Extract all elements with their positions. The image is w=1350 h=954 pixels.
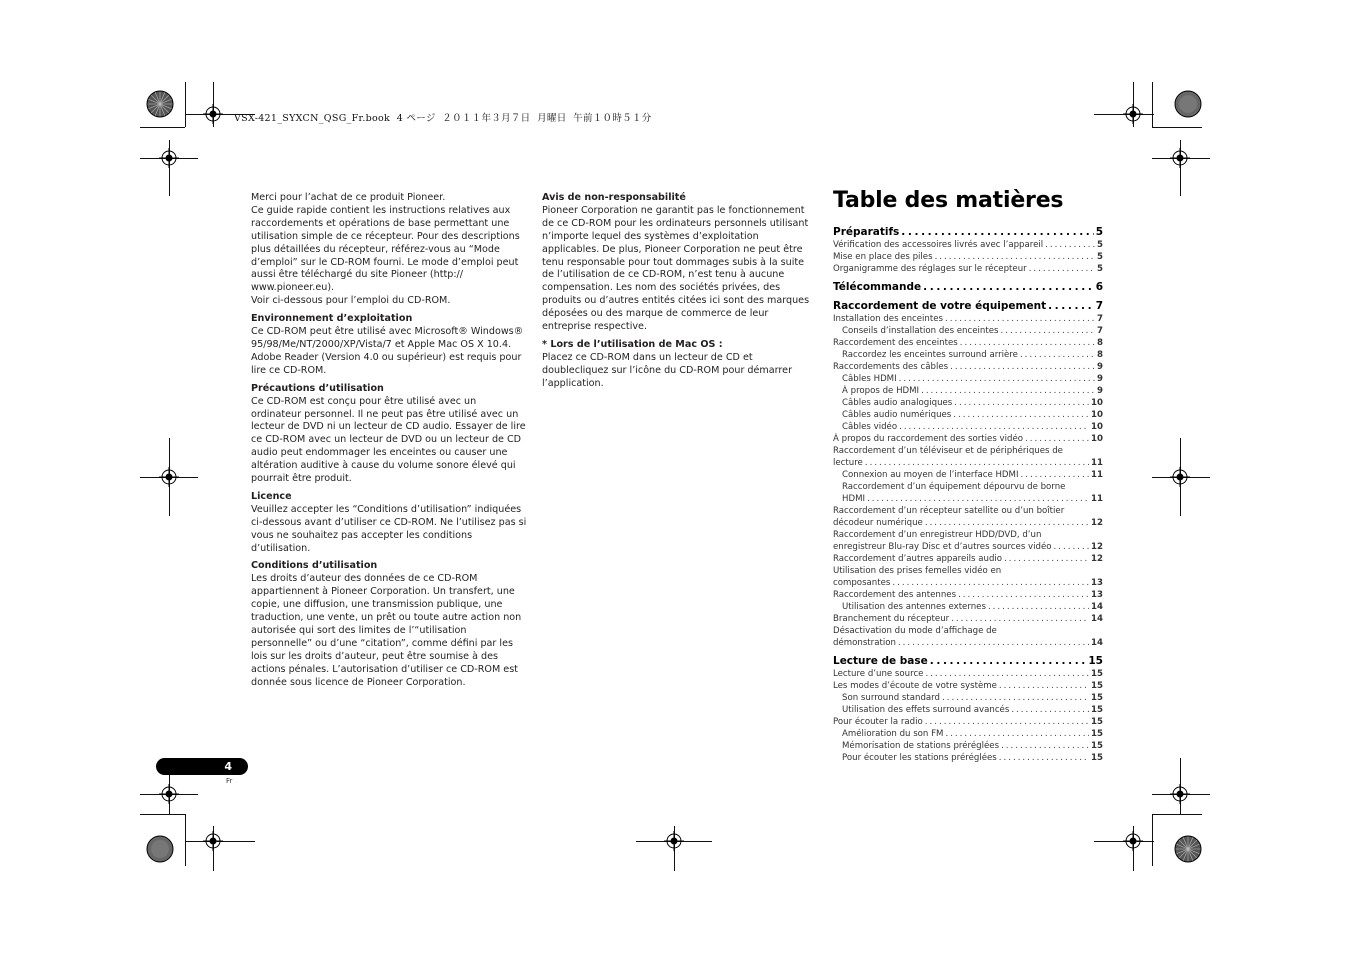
toc-entry[interactable] xyxy=(833,263,1103,275)
section-text: Veuillez accepter les “Conditions d’utilisation” indiquées ci-dessous avant d’utiliser ce CD-ROM. Ne l’utilisez pas si vous ne souhaitez pas accepter les conditions d’utilisation. xyxy=(251,503,527,554)
toc-entry[interactable] xyxy=(833,481,1103,493)
toc-leader-dots xyxy=(935,251,1095,263)
toc-leader-dots xyxy=(1020,349,1095,361)
toc-leader-dots xyxy=(865,457,1089,469)
toc-entry-title: Raccordement d’un équipement dépourvu de borne xyxy=(842,482,1066,492)
toc-entry-page: 11 xyxy=(1091,494,1103,504)
section-text: Pioneer Corporation ne garantit pas le fonctionnement de ce CD-ROM pour les ordinateurs personnels utilisant n’importe lequel des systèmes d’exploitation applicables. De plus, Pioneer Corporation ne peut être tenu responsable pour tout dommages subis à la suite de l’utilisation de ce CD-ROM, n’est tenu à aucune compensation. Les nom des sociétés privées, des produits ou d’autres entités citées ici sont des marques déposées ou des marque de commerce de leur entreprise respective. xyxy=(542,204,810,333)
toc-leader-dots xyxy=(899,373,1095,385)
toc-leader-dots xyxy=(901,226,1093,239)
registration-target-icon xyxy=(203,104,223,124)
toc-entry-title: Installation des enceintes xyxy=(833,314,943,324)
toc-entry-title: À propos de HDMI xyxy=(842,386,920,396)
toc-entry-title: Pour écouter les stations préréglées xyxy=(842,753,997,763)
toc-entry-page: 7 xyxy=(1097,314,1103,324)
registration-target-icon xyxy=(159,148,179,168)
toc-leader-dots xyxy=(953,409,1089,421)
registration-target-icon xyxy=(1123,104,1143,124)
toc-entry-page: 13 xyxy=(1091,578,1103,588)
toc-entry-title: Utilisation des prises femelles vidéo en xyxy=(833,566,1002,576)
toc-entry-title: Raccordement des antennes xyxy=(833,590,957,600)
toc-entry[interactable] xyxy=(833,313,1103,325)
toc-entry-title: Branchement du récepteur xyxy=(833,614,950,624)
toc-leader-dots xyxy=(1001,325,1096,337)
page-number: 4 xyxy=(224,760,232,773)
toc-entry-page: 15 xyxy=(1091,705,1103,715)
toc-leader-dots xyxy=(958,589,1089,601)
toc-entry-title: Organigramme des réglages sur le récepteur xyxy=(833,264,1027,274)
toc-leader-dots xyxy=(923,281,1094,294)
toc-entry[interactable] xyxy=(833,300,1103,313)
toc-entry[interactable] xyxy=(833,251,1103,263)
toc-leader-dots xyxy=(999,680,1089,692)
toc-leader-dots xyxy=(1001,740,1089,752)
registration-target-icon xyxy=(159,784,179,804)
toc-entry-title: lecture xyxy=(833,458,863,468)
toc-entry-page: 11 xyxy=(1091,470,1103,480)
toc-entry[interactable] xyxy=(833,505,1103,517)
registration-target-icon xyxy=(1170,784,1190,804)
print-rosette-icon xyxy=(146,835,174,863)
toc-entry-title: Câbles audio numériques xyxy=(842,410,952,420)
section-heading: Environnement d’exploitation xyxy=(251,313,413,325)
toc-entry-page: 15 xyxy=(1091,681,1103,691)
toc-entry[interactable] xyxy=(833,421,1103,433)
toc-entry-title: Mise en place des piles xyxy=(833,252,933,262)
toc-leader-dots xyxy=(899,421,1089,433)
toc-leader-dots xyxy=(1045,239,1095,251)
toc-entry[interactable] xyxy=(833,239,1103,251)
toc-entry[interactable] xyxy=(833,613,1103,625)
toc-entry-page: 9 xyxy=(1097,362,1103,372)
toc-entry[interactable] xyxy=(833,565,1103,577)
toc-entry-page: 6 xyxy=(1095,281,1103,293)
toc-entry-page: 12 xyxy=(1091,518,1103,528)
table-of-contents xyxy=(833,226,1103,764)
toc-entry-title: Utilisation des antennes externes xyxy=(842,602,986,612)
toc-leader-dots xyxy=(945,728,1089,740)
toc-entry-page: 7 xyxy=(1097,326,1103,336)
section-text: Adobe Reader (Version 4.0 ou supérieur) est requis pour lire ce CD-ROM. xyxy=(251,351,522,376)
toc-entry[interactable] xyxy=(833,740,1103,752)
toc-entry-page: 10 xyxy=(1091,410,1103,420)
toc-leader-dots xyxy=(1048,300,1094,313)
toc-entry[interactable] xyxy=(833,226,1103,239)
toc-entry[interactable] xyxy=(833,553,1103,565)
toc-entry-page: 15 xyxy=(1091,729,1103,739)
toc-leader-dots xyxy=(942,692,1089,704)
section-heading: Conditions d’utilisation xyxy=(251,560,378,572)
toc-entry-title: Raccordement d’un récepteur satellite ou d’un boîtier xyxy=(833,506,1065,516)
toc-entry[interactable] xyxy=(833,577,1103,589)
toc-entry-page: 10 xyxy=(1091,434,1103,444)
registration-target-icon xyxy=(1170,467,1190,487)
toc-entry-title: Préparatifs xyxy=(833,226,900,238)
registration-target-icon xyxy=(159,467,179,487)
toc-entry[interactable] xyxy=(833,325,1103,337)
toc-entry-page: 9 xyxy=(1097,374,1103,384)
toc-entry[interactable] xyxy=(833,529,1103,541)
toc-entry-title: Raccordement de votre équipement xyxy=(833,300,1047,312)
toc-entry-title: Connexion au moyen de l’interface HDMI xyxy=(842,470,1019,480)
toc-entry-page: 12 xyxy=(1091,542,1103,552)
toc-entry[interactable] xyxy=(833,385,1103,397)
toc-entry-title: Raccordement d’un téléviseur et de périphériques de xyxy=(833,446,1063,456)
print-rosette-icon xyxy=(146,90,174,118)
toc-entry-page: 15 xyxy=(1091,753,1103,763)
toc-entry-title: Lecture de base xyxy=(833,655,928,667)
print-rosette-icon xyxy=(1174,835,1202,863)
toc-entry[interactable] xyxy=(833,680,1103,692)
toc-entry-title: Son surround standard xyxy=(842,693,940,703)
toc-entry-page: 13 xyxy=(1091,590,1103,600)
disclaimer-column xyxy=(542,192,818,391)
toc-entry[interactable] xyxy=(833,692,1103,704)
toc-entry-title: composantes xyxy=(833,578,891,588)
toc-entry-title: Télécommande xyxy=(833,281,922,293)
toc-entry[interactable] xyxy=(833,433,1103,445)
toc-leader-dots xyxy=(954,397,1089,409)
toc-entry-page: 9 xyxy=(1097,386,1103,396)
section-text: Ce CD-ROM est conçu pour être utilisé avec un ordinateur personnel. Il ne peut pas être utilisé avec un lecteur de DVD ni un lecteur de CD audio. Essayer de lire ce CD-ROM avec un lecteur de DVD ou un lecteur de CD audio peut endommager les enceintes ou causer une altération auditive à cause du volume sonore élevé qui pourrait être produit. xyxy=(251,395,526,485)
toc-entry-title: décodeur numérique xyxy=(833,518,923,528)
intro-text: Voir ci-dessous pour l’emploi du CD-ROM. xyxy=(251,295,451,307)
toc-leader-dots xyxy=(1021,469,1090,481)
toc-entry[interactable] xyxy=(833,704,1103,716)
toc-entry[interactable] xyxy=(833,281,1103,294)
toc-leader-dots xyxy=(898,637,1089,649)
toc-leader-dots xyxy=(1011,704,1089,716)
toc-entry[interactable] xyxy=(833,668,1103,680)
intro-text: Merci pour l’achat de ce produit Pioneer. xyxy=(251,192,446,203)
toc-leader-dots xyxy=(925,668,1089,680)
toc-entry[interactable] xyxy=(833,716,1103,728)
print-rosette-icon xyxy=(1174,90,1202,118)
toc-entry-title: Les modes d’écoute de votre système xyxy=(833,681,997,691)
toc-leader-dots xyxy=(960,337,1095,349)
toc-entry-page: 11 xyxy=(1091,458,1103,468)
section-heading: * Lors de l’utilisation de Mac OS : xyxy=(542,338,723,350)
toc-leader-dots xyxy=(867,493,1089,505)
toc-entry-title: Lecture d’une source xyxy=(833,669,924,679)
toc-leader-dots xyxy=(950,361,1095,373)
toc-entry-title: Utilisation des effets surround avancés xyxy=(842,705,1010,715)
toc-entry-page: 5 xyxy=(1097,240,1103,250)
registration-target-icon xyxy=(664,831,684,851)
toc-entry[interactable] xyxy=(833,728,1103,740)
toc-entry[interactable] xyxy=(833,409,1103,421)
toc-entry-title: Conseils d’installation des enceintes xyxy=(842,326,999,336)
toc-entry-page: 15 xyxy=(1091,717,1103,727)
toc-entry-page: 15 xyxy=(1091,669,1103,679)
toc-entry[interactable] xyxy=(833,541,1103,553)
toc-entry-title: Raccordement d’autres appareils audio xyxy=(833,554,1003,564)
registration-target-icon xyxy=(203,831,223,851)
toc-title: Table des matières xyxy=(833,188,1064,213)
toc-entry[interactable] xyxy=(833,445,1103,457)
toc-leader-dots xyxy=(988,601,1089,613)
section-text: Placez ce CD-ROM dans un lecteur de CD et doublecliquez sur l’icône du CD-ROM pour démarrer l’application. xyxy=(542,351,793,389)
toc-leader-dots xyxy=(951,613,1089,625)
page-language: Fr xyxy=(226,777,233,785)
toc-entry[interactable] xyxy=(833,493,1103,505)
toc-entry-title: Câbles audio analogiques xyxy=(842,398,953,408)
section-text: Ce CD-ROM peut être utilisé avec Microsoft® Windows® 95/98/Me/NT/2000/XP/Vista/7 et Apple Mac OS X 10.4. xyxy=(251,326,524,350)
toc-entry[interactable] xyxy=(833,457,1103,469)
cdrom-instructions-column xyxy=(251,192,527,690)
section-heading: Avis de non-responsabilité xyxy=(542,192,686,203)
toc-entry-page: 10 xyxy=(1091,422,1103,432)
toc-entry-page: 14 xyxy=(1091,638,1103,648)
toc-entry-page: 5 xyxy=(1095,226,1103,238)
toc-entry[interactable] xyxy=(833,397,1103,409)
toc-leader-dots xyxy=(1029,263,1095,275)
print-header-stamp: VSX-421_SYXCN_QSG_Fr.book 4 ページ ２０１１年３月７日 月曜日 午前１０時５１分 xyxy=(234,113,652,124)
section-heading: Précautions d’utilisation xyxy=(251,382,384,394)
registration-target-icon xyxy=(1170,148,1190,168)
toc-entry-title: démonstration xyxy=(833,638,896,648)
toc-entry[interactable] xyxy=(833,361,1103,373)
toc-entry[interactable] xyxy=(833,373,1103,385)
toc-entry[interactable] xyxy=(833,601,1103,613)
toc-entry-title: Désactivation du mode d’affichage de xyxy=(833,626,997,636)
toc-leader-dots xyxy=(892,577,1089,589)
toc-entry[interactable] xyxy=(833,349,1103,361)
toc-leader-dots xyxy=(925,517,1089,529)
toc-entry-title: Câbles vidéo xyxy=(842,422,898,432)
toc-entry-title: Raccordements des câbles xyxy=(833,362,949,372)
toc-entry[interactable] xyxy=(833,637,1103,649)
toc-leader-dots xyxy=(930,655,1087,668)
toc-entry[interactable] xyxy=(833,655,1103,668)
intro-text: Ce guide rapide contient les instructions relatives aux raccordements et opérations de base permettant une utilisation simple de ce récepteur. Pour des descriptions plus détaillées du récepteur, référez-vous au “Mode d’emploi” sur le CD-ROM fourni. Le mode d’emploi peut aussi être téléchargé du site Pioneer (http:// www.pioneer.eu). xyxy=(251,204,520,294)
toc-entry-page: 12 xyxy=(1091,554,1103,564)
toc-entry-page: 15 xyxy=(1091,741,1103,751)
toc-entry-page: 14 xyxy=(1091,602,1103,612)
toc-entry-page: 8 xyxy=(1097,350,1103,360)
toc-entry-title: HDMI xyxy=(842,494,866,504)
toc-leader-dots xyxy=(945,313,1095,325)
toc-leader-dots xyxy=(999,752,1089,764)
toc-leader-dots xyxy=(921,385,1095,397)
toc-entry-title: Mémorisation de stations préréglées xyxy=(842,741,1000,751)
toc-leader-dots xyxy=(1004,553,1089,565)
toc-entry-page: 5 xyxy=(1097,264,1103,274)
toc-leader-dots xyxy=(1025,433,1089,445)
toc-leader-dots xyxy=(1054,541,1090,553)
toc-entry-title: Vérification des accessoires livrés avec l’appareil xyxy=(833,240,1044,250)
toc-entry[interactable] xyxy=(833,469,1103,481)
toc-entry-title: Pour écouter la radio xyxy=(833,717,923,727)
toc-entry[interactable] xyxy=(833,752,1103,764)
toc-entry-title: Amélioration du son FM xyxy=(842,729,944,739)
page-number-tab xyxy=(156,758,248,775)
toc-entry[interactable] xyxy=(833,625,1103,637)
toc-entry-page: 10 xyxy=(1091,398,1103,408)
section-text: Les droits d’auteur des données de ce CD-ROM appartiennent à Pioneer Corporation. Un transfert, une copie, une diffusion, une transmission publique, une traduction, une vente, un prêt ou toute autre action non autorisée qui sort des limites de l’“utilisation personnelle” ou d’une “citation”, comme défini par les lois sur les droits d’auteur, peut être soumise à des actions pénales. L’autorisation d’utiliser ce CD-ROM est donnée sous licence de Pioneer Corporation. xyxy=(251,573,522,688)
registration-target-icon xyxy=(1123,831,1143,851)
toc-entry-title: À propos du raccordement des sorties vidéo xyxy=(833,434,1024,444)
section-heading: Licence xyxy=(251,490,292,502)
toc-entry-page: 8 xyxy=(1097,338,1103,348)
toc-entry-title: Câbles HDMI xyxy=(842,374,897,384)
toc-entry[interactable] xyxy=(833,589,1103,601)
toc-leader-dots xyxy=(925,716,1089,728)
toc-entry-title: Raccordement d’un enregistreur HDD/DVD, d’un xyxy=(833,530,1042,540)
toc-entry-page: 15 xyxy=(1088,655,1103,667)
toc-entry-page: 14 xyxy=(1091,614,1103,624)
toc-entry-page: 15 xyxy=(1091,693,1103,703)
toc-entry-title: enregistreur Blu-ray Disc et d’autres sources vidéo xyxy=(833,542,1052,552)
toc-entry[interactable] xyxy=(833,337,1103,349)
toc-entry-page: 5 xyxy=(1097,252,1103,262)
toc-entry-page: 7 xyxy=(1095,300,1103,312)
toc-entry-title: Raccordez les enceintes surround arrière xyxy=(842,350,1018,360)
toc-entry-title: Raccordement des enceintes xyxy=(833,338,958,348)
toc-entry[interactable] xyxy=(833,517,1103,529)
